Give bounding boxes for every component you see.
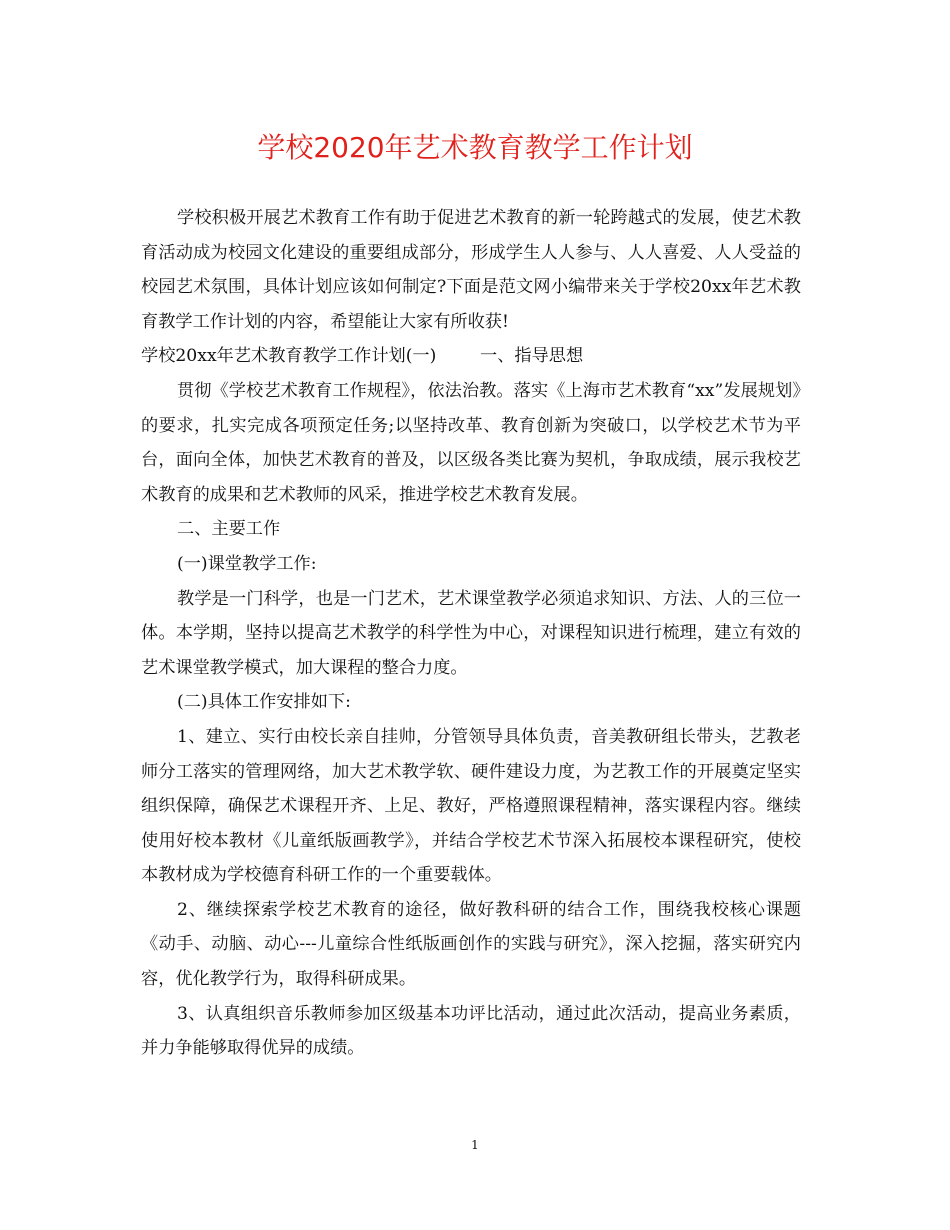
plan-heading-line: 学校20xx年艺术教育教学工作计划(一) 一、指导思想 [141,346,584,367]
document-title: 学校2020年艺术教育教学工作计划 [257,131,693,164]
subsection-heading-classroom: (一)课堂教学工作: [177,553,317,574]
arrangement-item-3: 3、认真组织音乐教师参加区级基本功评比活动，通过此次活动，提高业务素质，并力争能够取得优异的成绩。 [141,1003,801,1059]
intro-paragraph: 学校积极开展艺术教育工作有助于促进艺术教育的新一轮跨越式的发展，使艺术教育活动成为校园文化建设的重要组成部分，形成学生人人参与、人人喜爱、人人受益的校园艺术氛围，具体计划应该如何制定?下面是范文网小编带来关于学校20xx年艺术教育教学工作计划的内容，希望能让大家有所收获! [141,208,801,332]
document-body [141,201,801,1066]
page-number: 1 [471,1138,479,1152]
arrangement-item-1: 1、建立、实行由校长亲自挂帅，分管领导具体负责，音美教研组长带头，艺教老师分工落实的管理网络，加大艺术教学软、硬件建设力度，为艺教工作的开展奠定坚实组织保障，确保艺术课程开齐、上足、教好，严格遵照课程精神，落实课程内容。继续使用好校本教材《儿童纸版画教学》，并结合学校艺术节深入拓展校本课程研究，使校本教材成为学校德育科研工作的一个重要载体。 [141,726,801,886]
arrangement-item-2: 2、继续探索学校艺术教育的途径，做好教科研的结合工作，围绕我校核心课题《动手、动脑、动心---儿童综合性纸版画创作的实践与研究》，深入挖掘，落实研究内容，优化教学行为，取得科研成果。 [141,899,801,990]
section-heading-main-work: 二、主要工作 [177,519,281,540]
guiding-thought-paragraph: 贯彻《学校艺术教育工作规程》，依法治教。落实《上海市艺术教育“xx”发展规划》的要求，扎实完成各项预定任务;以坚持改革、教育创新为突破口，以学校艺术节为平台，面向全体，加快艺术教育的普及，以区级各类比赛为契机，争取成绩，展示我校艺术教育的成果和艺术教师的风采，推进学校艺术教育发展。 [141,380,801,505]
classroom-paragraph: 教学是一门科学，也是一门艺术，艺术课堂教学必须追求知识、方法、人的三位一体。本学期，坚持以提高艺术教学的科学性为中心，对课程知识进行梳理，建立有效的艺术课堂教学模式，加大课程的整合力度。 [141,588,801,678]
subsection-heading-arrangements: (二)具体工作安排如下: [177,692,351,713]
